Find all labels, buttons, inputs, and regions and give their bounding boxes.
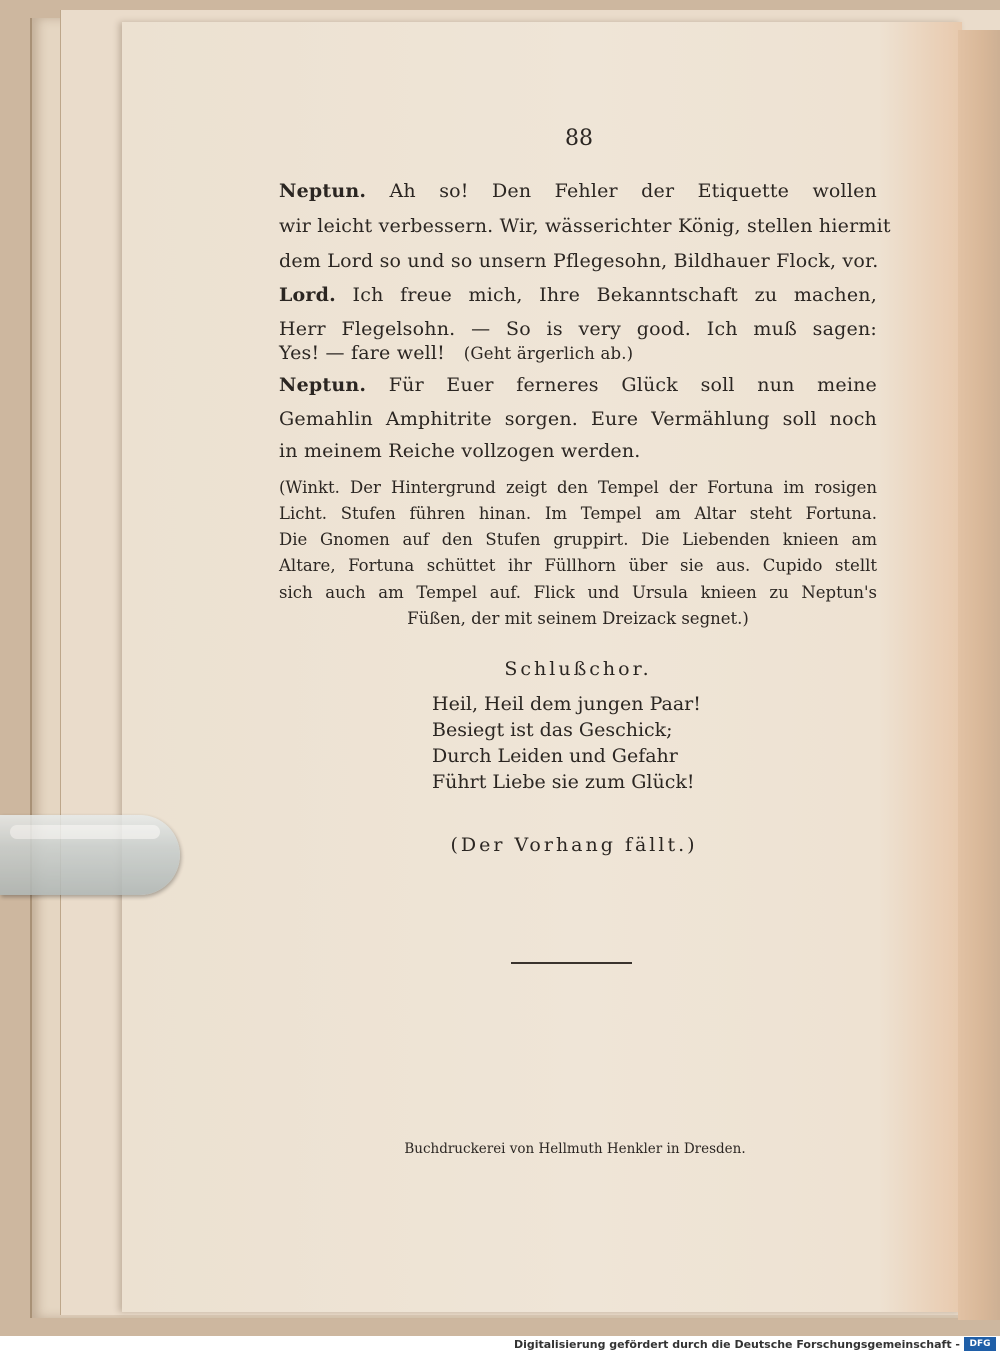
text-line-9: in meinem Reiche vollzogen werden.	[279, 440, 641, 462]
speaker-name: Neptun.	[279, 374, 367, 396]
verse-line-3: Durch Leiden und Gefahr	[432, 745, 678, 767]
stage-direction-line-1: (Winkt. Der Hintergrund zeigt den Tempel der Fortuna im rosigen	[279, 478, 877, 497]
curtain-line: (Der Vorhang fällt.)	[450, 834, 698, 856]
text-line-2: wir leicht verbessern. Wir, wässerichter König, stellen hiermit	[279, 215, 891, 237]
end-rule	[511, 962, 632, 964]
verse-line-2: Besiegt ist das Geschick;	[432, 719, 673, 741]
bookmark-clip	[0, 815, 180, 895]
text-line-4	[279, 284, 877, 306]
bookmark-shine	[10, 825, 160, 839]
speaker-name: Lord.	[279, 284, 336, 306]
text-line-5: Herr Flegelsohn. — So is very good. Ich muß sagen:	[279, 318, 877, 340]
printer-imprint: Buchdruckerei von Hellmuth Henkler in Dresden.	[404, 1141, 746, 1157]
stage-direction-line-2: Licht. Stufen führen hinan. Im Tempel am Altar steht Fortuna.	[279, 504, 877, 523]
line-text: Für Euer ferneres Glück soll nun meine	[366, 374, 877, 396]
stage-direction-line-6: Füßen, der mit seinem Dreizack segnet.)	[407, 609, 749, 628]
line-text: Ich freue mich, Ihre Bekanntschaft zu machen,	[335, 284, 877, 306]
page-right-edge	[958, 30, 1000, 1320]
verse-line-4: Führt Liebe sie zum Glück!	[432, 771, 695, 793]
line-text: Ah so! Den Fehler der Etiquette wollen	[366, 180, 877, 202]
dfg-logo: DFG	[964, 1337, 996, 1351]
speaker-name: Neptun.	[279, 180, 367, 202]
text-line-8: Gemahlin Amphitrite sorgen. Eure Vermählung soll noch	[279, 408, 877, 430]
stage-direction-line-3: Die Gnomen auf den Stufen gruppirt. Die Liebenden knieen am	[279, 530, 877, 549]
text-line-6	[279, 342, 633, 364]
chorus-title: Schlußchor.	[504, 658, 652, 680]
inline-stage-direction: (Geht ärgerlich ab.)	[463, 344, 634, 363]
stage-direction-line-5: sich auch am Tempel auf. Flick und Ursula knieen zu Neptun's	[279, 583, 877, 602]
funding-credit: Digitalisierung gefördert durch die Deutsche Forschungsgemeinschaft -	[513, 1338, 960, 1351]
stage-direction-line-4: Altare, Fortuna schüttet ihr Füllhorn über sie aus. Cupido stellt	[279, 556, 877, 575]
text-line-3: dem Lord so und so unsern Pflegesohn, Bildhauer Flock, vor.	[279, 250, 879, 272]
line-text: Yes! — fare well!	[279, 342, 446, 364]
text-line-7	[279, 374, 877, 396]
text-line-1	[279, 180, 877, 202]
verse-line-1: Heil, Heil dem jungen Paar!	[432, 693, 701, 715]
page-number: 88	[565, 126, 593, 151]
